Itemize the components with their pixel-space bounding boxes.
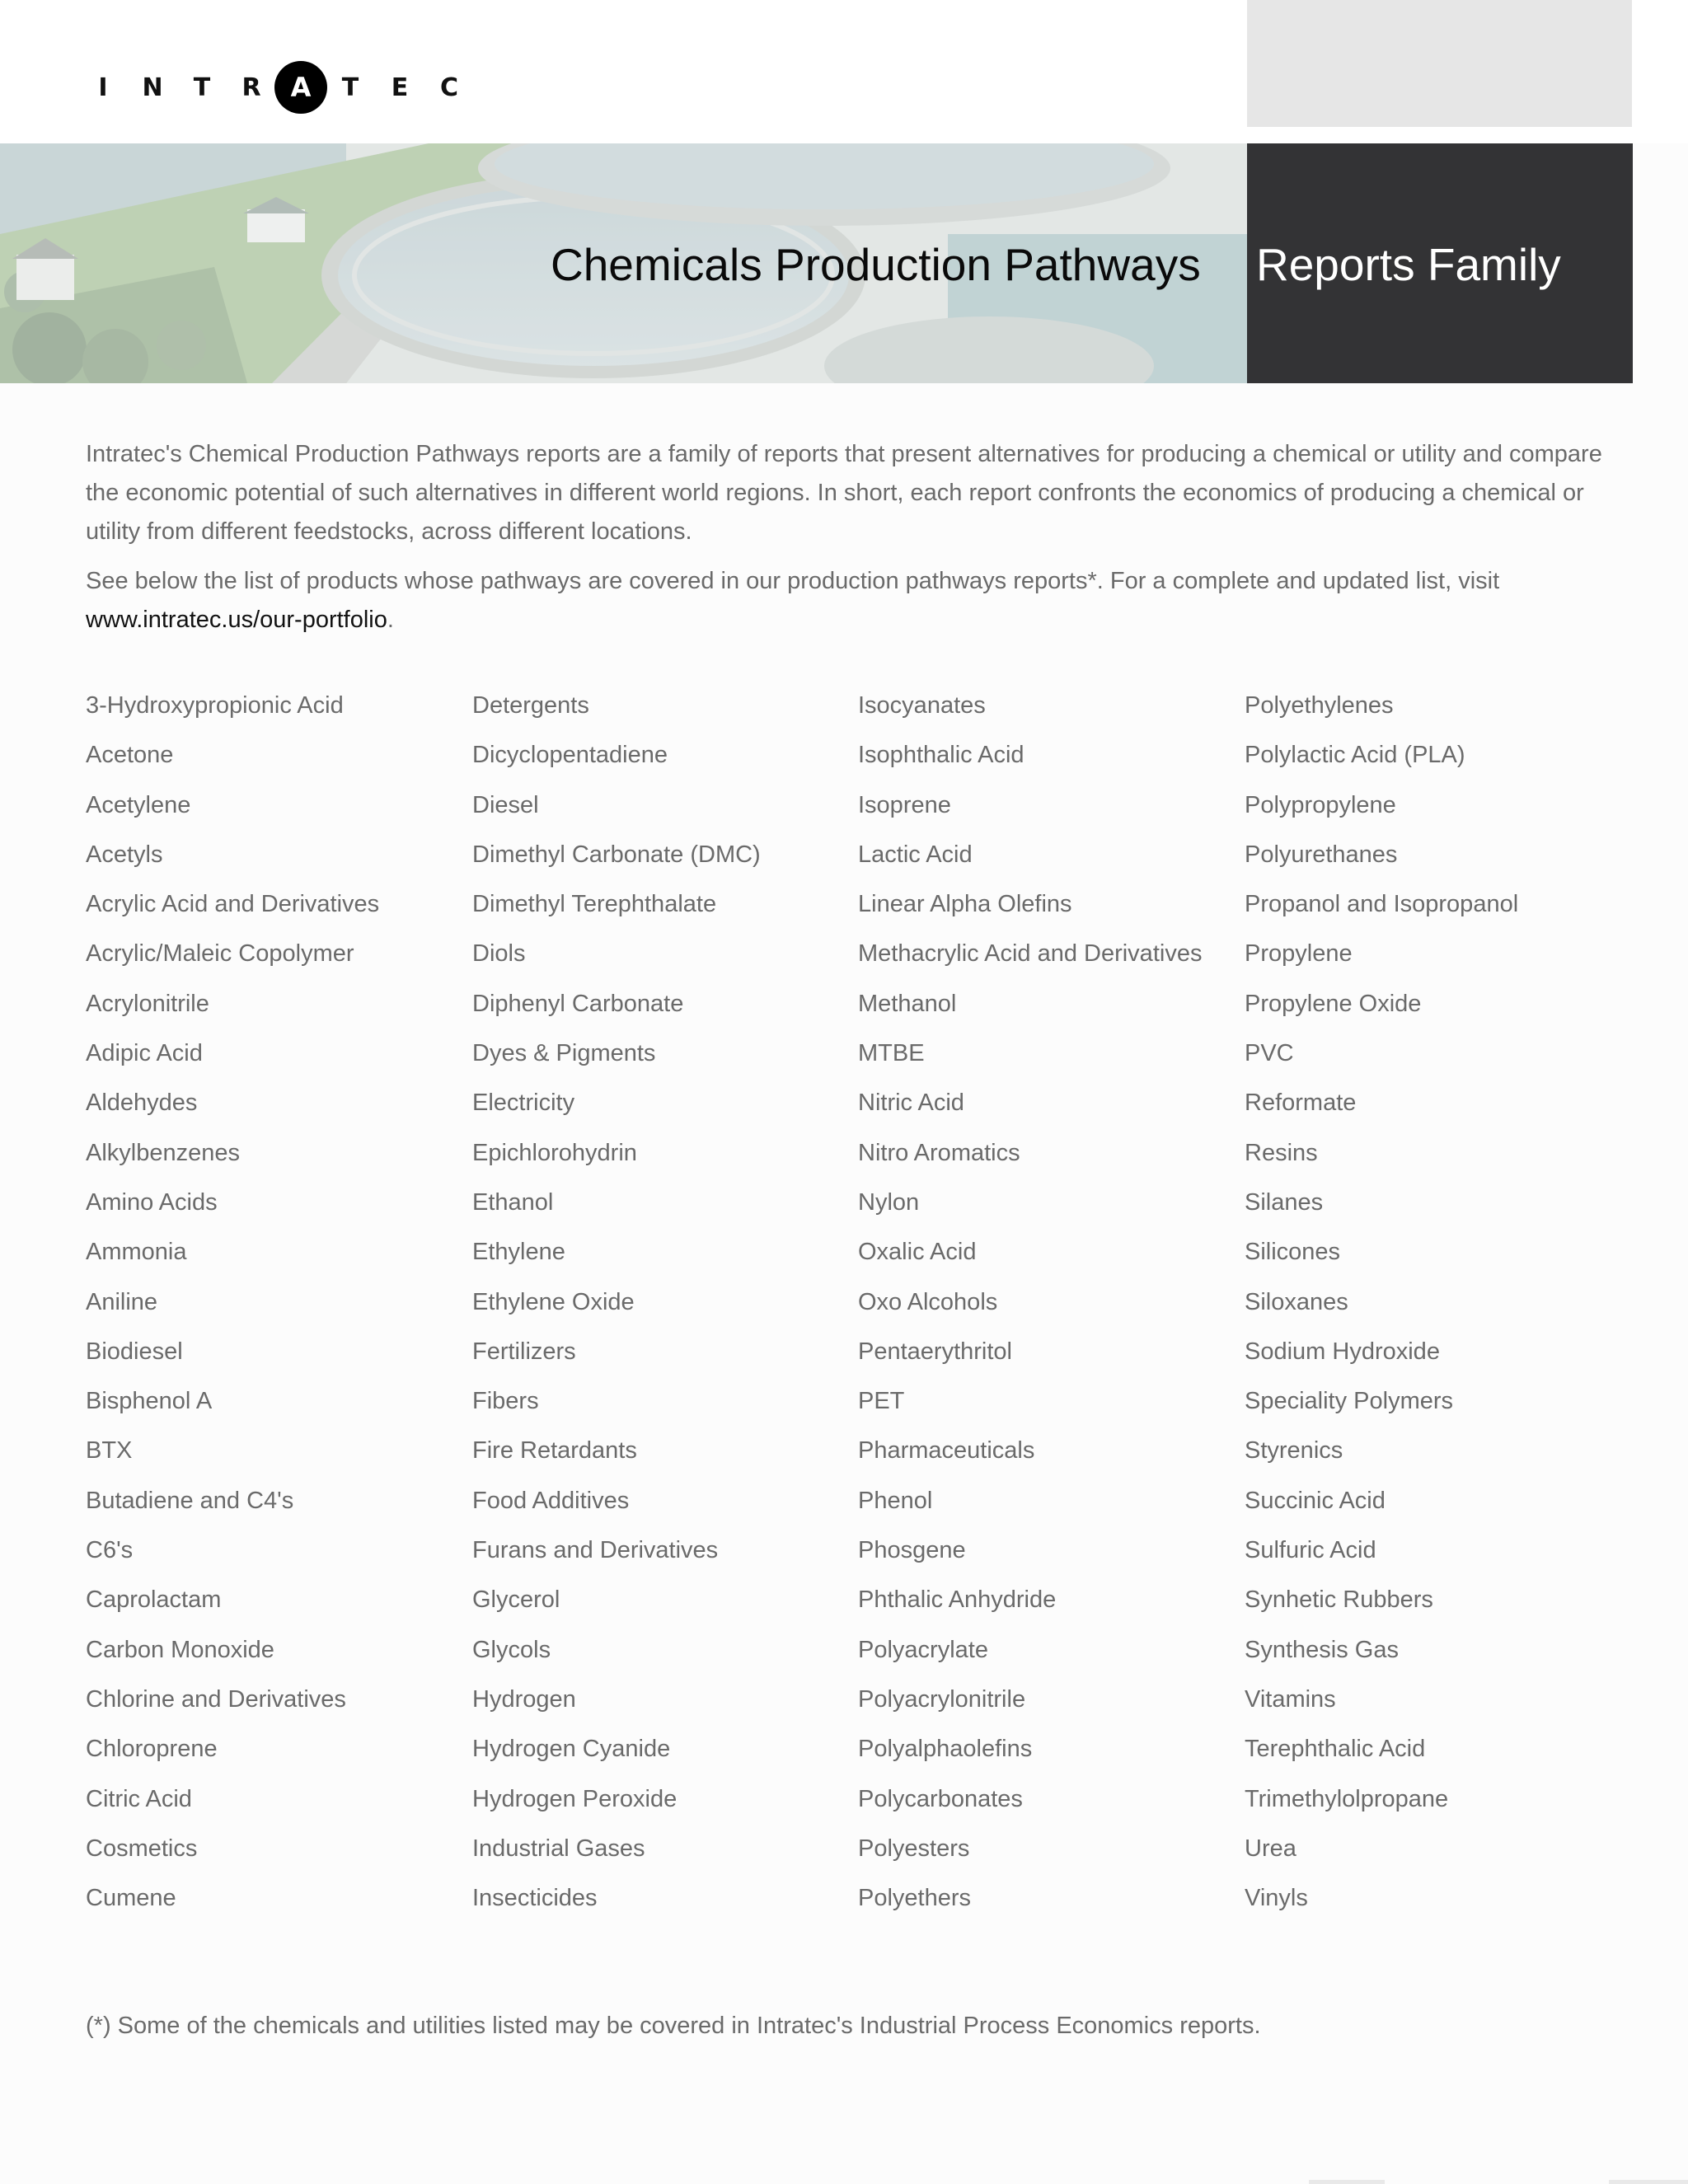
product-item: Oxalic Acid xyxy=(858,1239,977,1266)
logo-letter: A xyxy=(290,72,312,103)
product-item: Cosmetics xyxy=(86,1835,198,1862)
product-item: Dyes & Pigments xyxy=(472,1040,656,1067)
product-item: C6's xyxy=(86,1537,134,1564)
product-item: Chlorine and Derivatives xyxy=(86,1685,346,1713)
product-item: PVC xyxy=(1245,1040,1294,1067)
product-item: Polyacrylate xyxy=(858,1636,988,1663)
product-column-2 xyxy=(472,685,761,1927)
product-item: Aldehydes xyxy=(86,1090,198,1117)
intratec-logo xyxy=(78,59,474,115)
logo-letter: C xyxy=(439,73,459,102)
product-item: Polyesters xyxy=(858,1835,970,1862)
product-item: Electricity xyxy=(472,1090,575,1117)
product-item: Glycerol xyxy=(472,1586,560,1614)
product-item: Polyethylenes xyxy=(1245,692,1394,719)
product-item: Silicones xyxy=(1245,1239,1341,1266)
product-item: Acetyls xyxy=(86,841,163,868)
product-item: Synhetic Rubbers xyxy=(1245,1586,1433,1614)
product-item: Styrenics xyxy=(1245,1437,1343,1465)
product-item: Polyethers xyxy=(858,1885,972,1912)
logo-letter: E xyxy=(391,73,409,102)
product-item: Ethylene xyxy=(472,1239,565,1266)
product-item: Caprolactam xyxy=(86,1586,222,1614)
product-item: Phenol xyxy=(858,1487,933,1514)
product-item: Hydrogen Peroxide xyxy=(472,1785,678,1812)
product-item: PET xyxy=(858,1388,905,1415)
product-item: Propylene xyxy=(1245,940,1353,968)
product-item: Lactic Acid xyxy=(858,841,973,868)
header-placeholder-box xyxy=(1247,0,1632,127)
product-item: Dimethyl Terephthalate xyxy=(472,891,717,918)
intro-end: . xyxy=(387,607,394,633)
product-item: Polylactic Acid (PLA) xyxy=(1245,742,1465,769)
logo-letter: N xyxy=(142,73,163,102)
product-item: Biodiesel xyxy=(86,1338,183,1365)
product-item: Dimethyl Carbonate (DMC) xyxy=(472,841,761,868)
banner-subtitle: Reports Family xyxy=(1256,239,1561,290)
intro-paragraph: Intratec's Chemical Production Pathways reports are a family of reports that present alternatives for producing a chemical or utility and compare the economic potential of such alternatives in different world regions. In short, each report confronts the economics of producing a chemical or utility from different feedstocks, across different locations. xyxy=(86,441,1602,545)
product-item: Reformate xyxy=(1245,1090,1357,1117)
product-item: Food Additives xyxy=(472,1487,630,1514)
product-item: Isophthalic Acid xyxy=(858,742,1025,769)
logo-circle-mark xyxy=(274,61,327,114)
logo-letter: T xyxy=(193,73,211,102)
product-item: Hydrogen Cyanide xyxy=(472,1736,671,1763)
page-edge-mark xyxy=(1309,2180,1385,2184)
product-item: Methacrylic Acid and Derivatives xyxy=(858,940,1203,968)
product-item: Diphenyl Carbonate xyxy=(472,990,684,1017)
product-item: Acetylene xyxy=(86,791,191,818)
product-item: Oxo Alcohols xyxy=(858,1288,998,1315)
product-item: Synthesis Gas xyxy=(1245,1636,1399,1663)
product-item: Siloxanes xyxy=(1245,1288,1348,1315)
product-item: Carbon Monoxide xyxy=(86,1636,274,1663)
product-item: Detergents xyxy=(472,692,589,719)
product-item: Vinyls xyxy=(1245,1885,1308,1912)
product-item: Sodium Hydroxide xyxy=(1245,1338,1440,1365)
portfolio-link[interactable]: www.intratec.us/our-portfolio xyxy=(86,607,387,633)
product-item: Pharmaceuticals xyxy=(858,1437,1035,1465)
product-item: Propylene Oxide xyxy=(1245,990,1422,1017)
product-item: Isocyanates xyxy=(858,692,986,719)
intro-text: See below the list of products whose pathways are covered in our production pathways reports*. For a complete and updated list, visit xyxy=(86,568,1500,594)
product-item: Phosgene xyxy=(858,1537,966,1564)
product-item: Acrylic/Maleic Copolymer xyxy=(86,940,354,968)
product-item: Hydrogen xyxy=(472,1685,576,1713)
product-item: Cumene xyxy=(86,1885,176,1912)
logo-letter: R xyxy=(241,73,261,102)
product-item: Acrylic Acid and Derivatives xyxy=(86,891,380,918)
product-item: Insecticides xyxy=(472,1885,598,1912)
product-item: BTX xyxy=(86,1437,133,1465)
page-header xyxy=(0,0,1688,143)
product-item: Succinic Acid xyxy=(1245,1487,1386,1514)
product-column-3 xyxy=(858,685,1202,1927)
product-item: Nitro Aromatics xyxy=(858,1139,1020,1166)
product-item: Chloroprene xyxy=(86,1736,218,1763)
product-item: Phthalic Anhydride xyxy=(858,1586,1057,1614)
product-item: Acrylonitrile xyxy=(86,990,209,1017)
product-item: Amino Acids xyxy=(86,1188,218,1216)
product-item: Diesel xyxy=(472,791,539,818)
product-item: Butadiene and C4's xyxy=(86,1487,294,1514)
product-item: Ethanol xyxy=(472,1188,554,1216)
footnote: (*) Some of the chemicals and utilities listed may be covered in Intratec's Industrial Process Economics reports. xyxy=(86,2013,1261,2039)
product-item: Polyurethanes xyxy=(1245,841,1398,868)
banner-title: Chemicals Production Pathways xyxy=(551,239,1201,290)
product-item: Speciality Polymers xyxy=(1245,1388,1454,1415)
logo-letter: I xyxy=(98,73,108,102)
product-item: Linear Alpha Olefins xyxy=(858,891,1072,918)
product-item: Isoprene xyxy=(858,791,951,818)
product-item: Polypropylene xyxy=(1245,791,1396,818)
product-item: Furans and Derivatives xyxy=(472,1537,719,1564)
product-item: Fire Retardants xyxy=(472,1437,637,1465)
product-item: Polyacrylonitrile xyxy=(858,1685,1026,1713)
product-item: 3-Hydroxypropionic Acid xyxy=(86,692,344,719)
product-item: Adipic Acid xyxy=(86,1040,203,1067)
product-item: Fibers xyxy=(472,1388,539,1415)
product-item: Epichlorohydrin xyxy=(472,1139,637,1166)
product-item: Diols xyxy=(472,940,526,968)
product-item: Pentaerythritol xyxy=(858,1338,1012,1365)
product-item: Industrial Gases xyxy=(472,1835,645,1862)
product-item: Bisphenol A xyxy=(86,1388,213,1415)
intro-paragraph-list xyxy=(86,562,1602,640)
product-item: Nitric Acid xyxy=(858,1090,964,1117)
product-item: Dicyclopentadiene xyxy=(472,742,668,769)
product-column-4 xyxy=(1245,685,1518,1927)
product-item: Trimethylolpropane xyxy=(1245,1785,1449,1812)
product-column-1 xyxy=(86,685,379,1927)
product-item: Polyalphaolefins xyxy=(858,1736,1033,1763)
product-item: Alkylbenzenes xyxy=(86,1139,240,1166)
product-item: Nylon xyxy=(858,1188,920,1216)
product-item: Vitamins xyxy=(1245,1685,1336,1713)
product-item: Resins xyxy=(1245,1139,1318,1166)
product-item: Glycols xyxy=(472,1636,551,1663)
product-item: Ammonia xyxy=(86,1239,187,1266)
product-item: Silanes xyxy=(1245,1188,1324,1216)
product-item: Fertilizers xyxy=(472,1338,576,1365)
product-item: Polycarbonates xyxy=(858,1785,1023,1812)
product-item: Ethylene Oxide xyxy=(472,1288,635,1315)
logo-letter: T xyxy=(341,73,359,102)
product-item: Methanol xyxy=(858,990,957,1017)
product-item: Sulfuric Acid xyxy=(1245,1537,1376,1564)
product-item: Propanol and Isopropanol xyxy=(1245,891,1519,918)
page-edge-mark xyxy=(1609,2180,1688,2184)
product-item: Citric Acid xyxy=(86,1785,192,1812)
product-item: Aniline xyxy=(86,1288,158,1315)
product-item: MTBE xyxy=(858,1040,925,1067)
product-item: Terephthalic Acid xyxy=(1245,1736,1426,1763)
product-item: Acetone xyxy=(86,742,174,769)
product-item: Urea xyxy=(1245,1835,1296,1862)
